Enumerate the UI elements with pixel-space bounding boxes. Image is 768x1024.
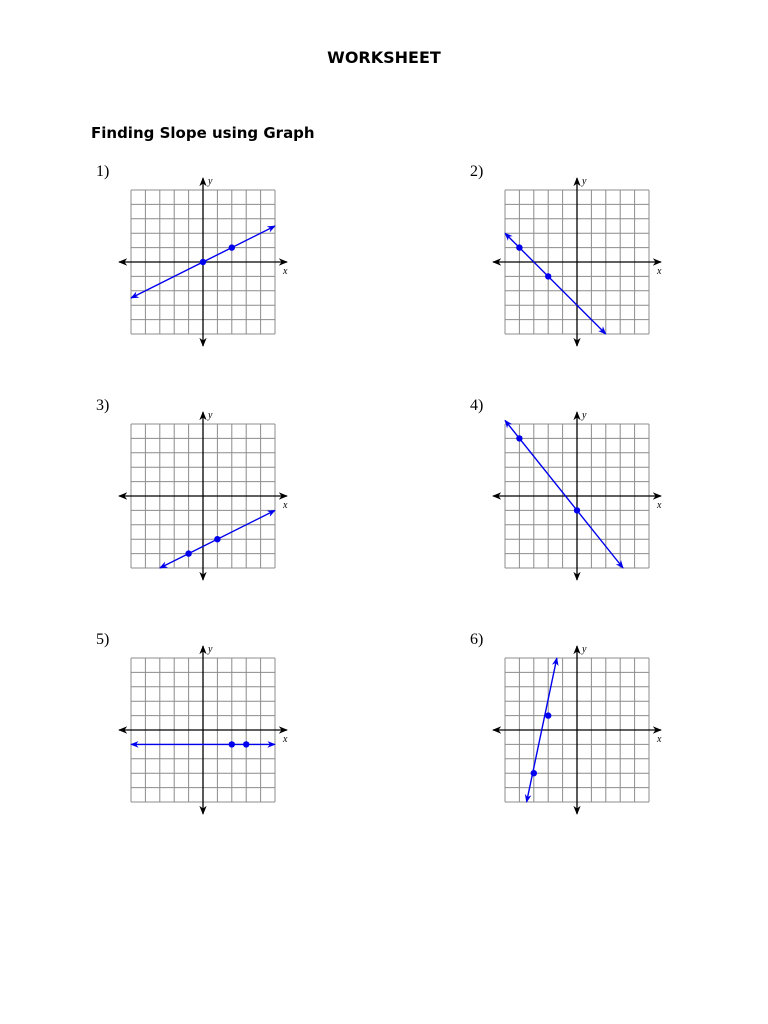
y-axis-label: y [582, 176, 587, 187]
problem-number: 1) [96, 163, 110, 180]
x-axis-label: x [283, 500, 288, 511]
plotted-point [200, 259, 206, 265]
x-axis-label: x [283, 734, 288, 745]
plotted-point [516, 435, 522, 441]
section-heading: Finding Slope using Graph [91, 124, 315, 142]
x-axis-label: x [657, 266, 662, 277]
coordinate-graph [470, 631, 700, 841]
problem-1 [96, 163, 326, 373]
plotted-point [229, 741, 235, 747]
coordinate-graph [470, 397, 700, 607]
problem-4 [470, 397, 700, 607]
problem-number: 4) [470, 397, 484, 414]
plotted-point [229, 244, 235, 250]
coordinate-graph [96, 397, 326, 607]
plotted-point [185, 550, 191, 556]
problem-3 [96, 397, 326, 607]
x-axis-label: x [657, 734, 662, 745]
plotted-point [545, 273, 551, 279]
x-axis-label: x [657, 500, 662, 511]
plotted-point [545, 712, 551, 718]
plotted-point [516, 244, 522, 250]
y-axis-label: y [208, 644, 213, 655]
y-axis-label: y [582, 644, 587, 655]
plotted-point [574, 507, 580, 513]
y-axis-label: y [208, 176, 213, 187]
problem-5 [96, 631, 326, 841]
problem-number: 5) [96, 631, 110, 648]
problem-number: 6) [470, 631, 484, 648]
coordinate-graph [96, 631, 326, 841]
problem-number: 3) [96, 397, 110, 414]
problem-2 [470, 163, 700, 373]
plotted-point [214, 536, 220, 542]
problem-6 [470, 631, 700, 841]
y-axis-label: y [208, 410, 213, 421]
problem-number: 2) [470, 163, 484, 180]
page-title: WORKSHEET [327, 48, 441, 67]
x-axis-label: x [283, 266, 288, 277]
coordinate-graph [96, 163, 326, 373]
coordinate-graph [470, 163, 700, 373]
plotted-point [243, 741, 249, 747]
y-axis-label: y [582, 410, 587, 421]
plotted-point [531, 770, 537, 776]
